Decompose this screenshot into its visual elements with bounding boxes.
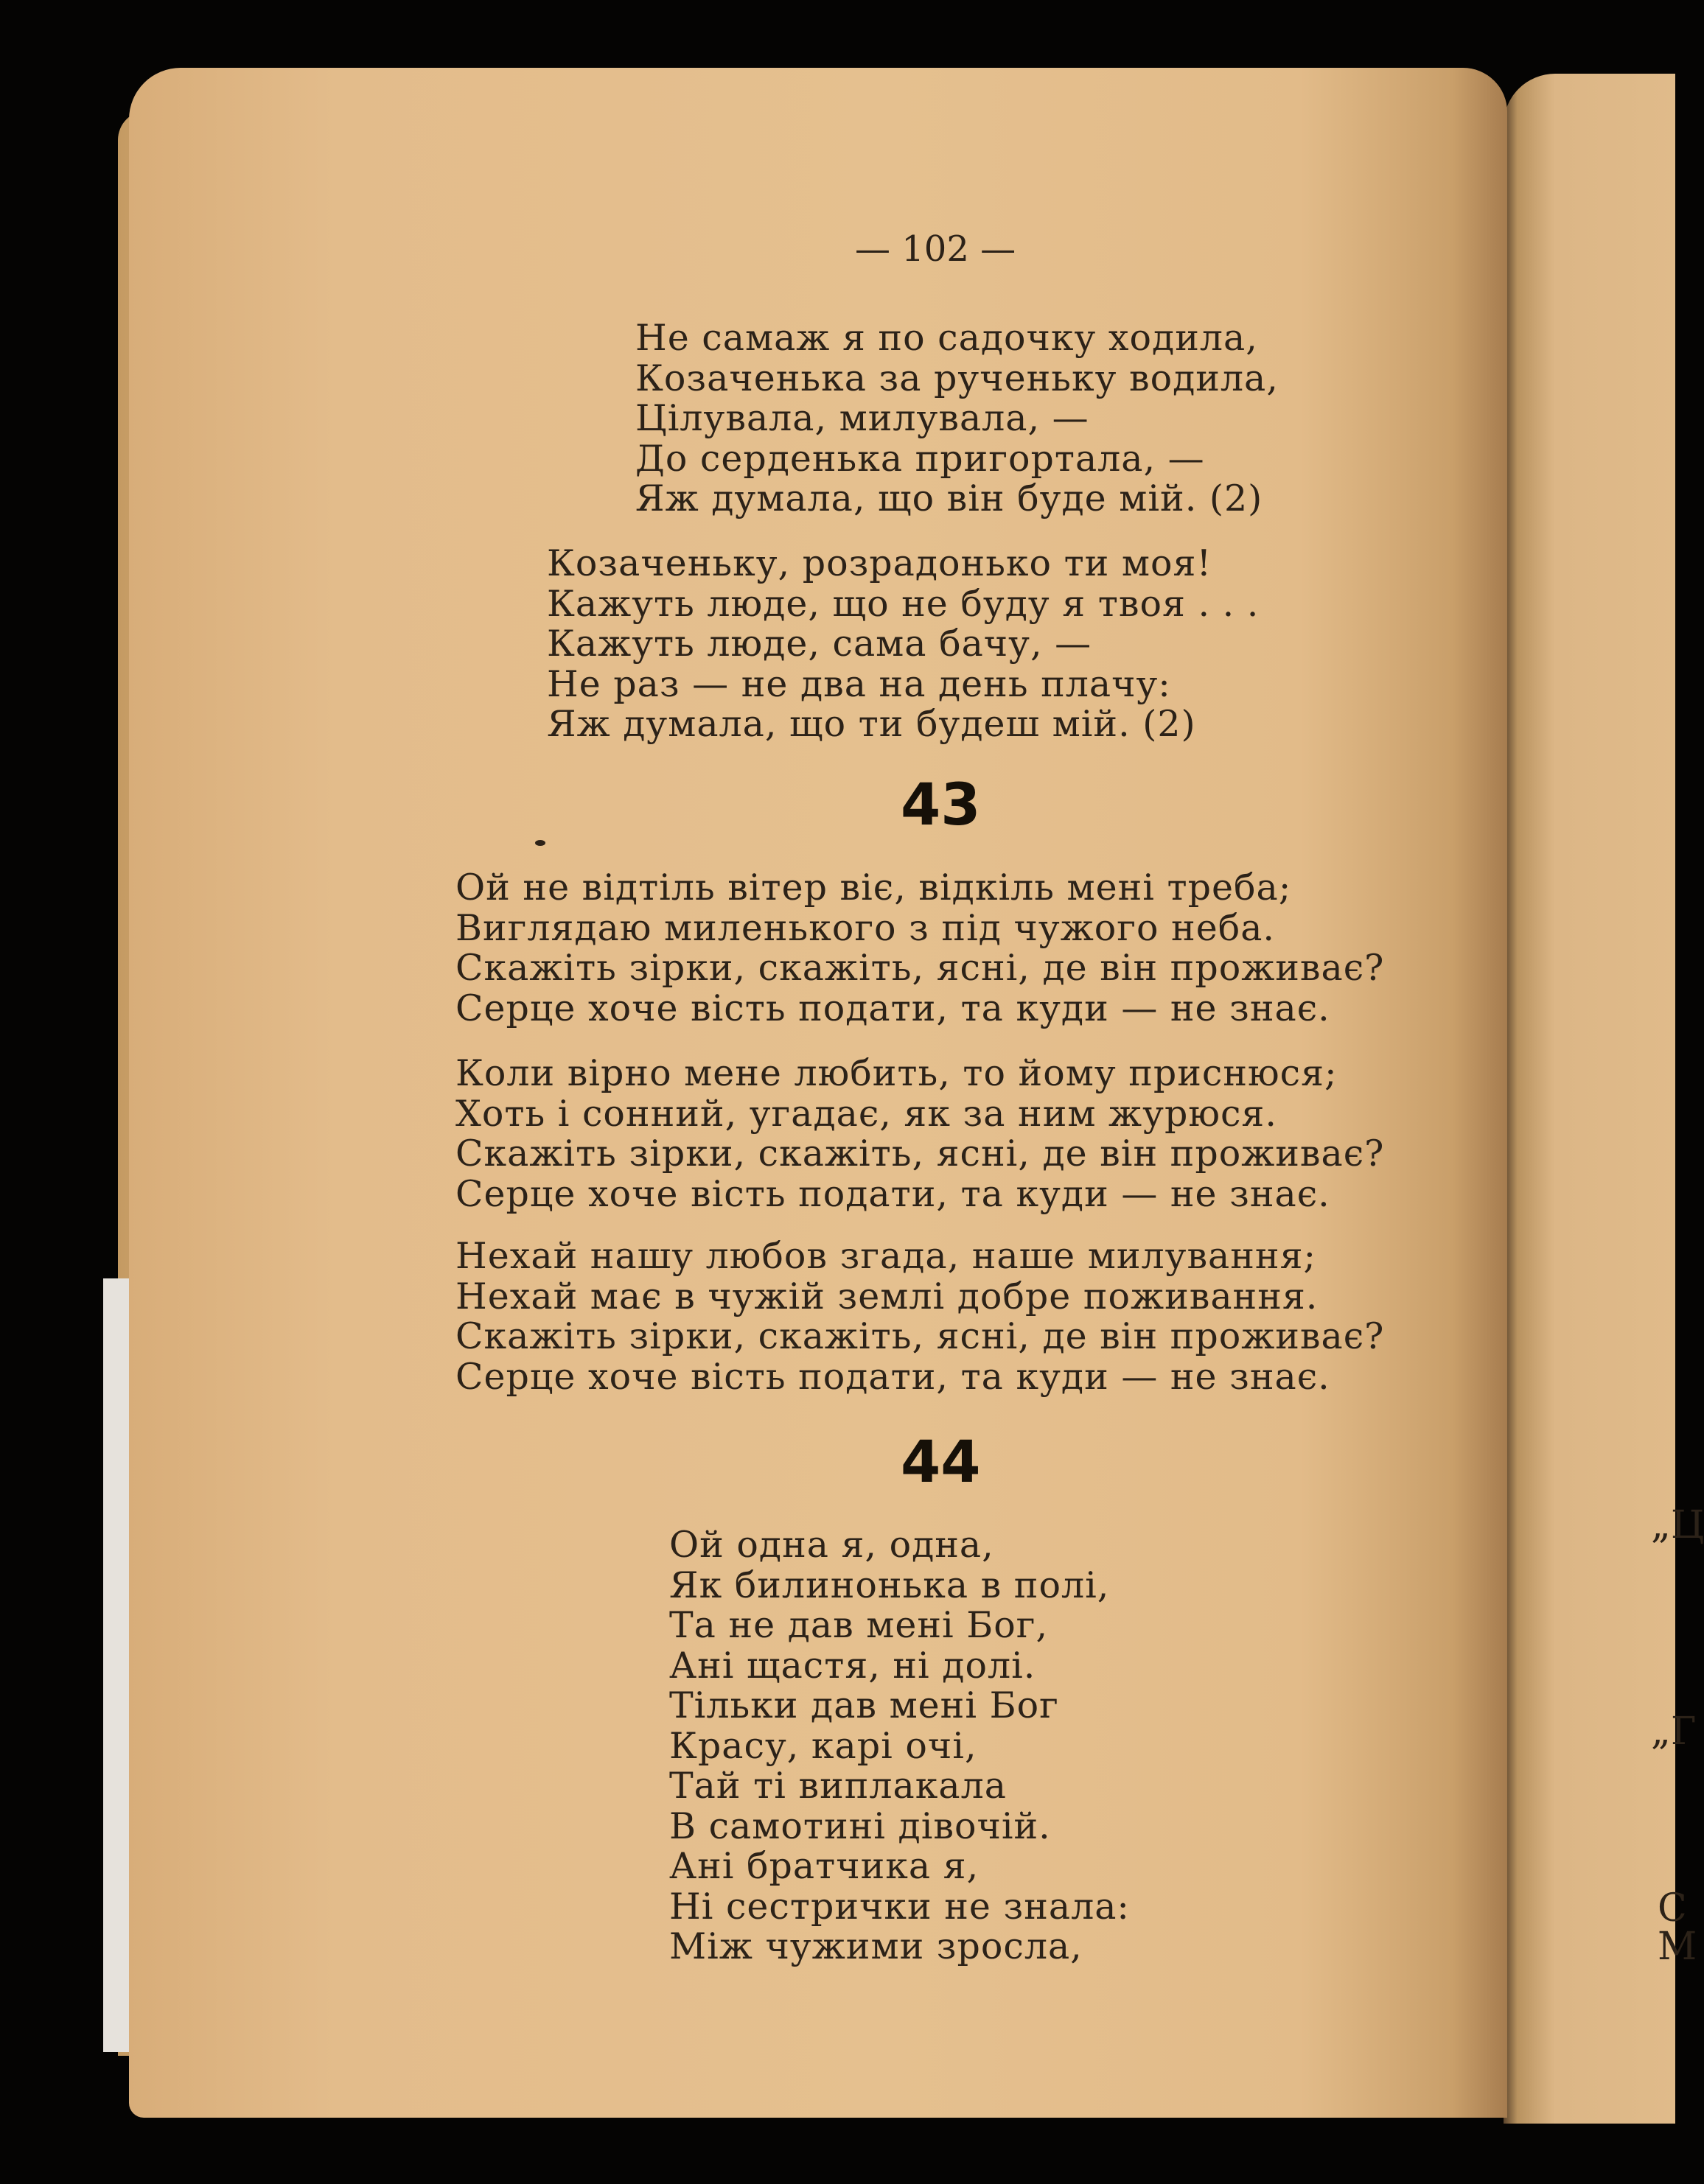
facing-page-fragment: М <box>1658 1925 1697 1969</box>
verse-line: Цілувала, милувала, — <box>635 397 1089 439</box>
verse-line: Як билинонька в полі, <box>669 1564 1110 1606</box>
verse-line: Не раз — не два на день плачу: <box>547 662 1171 705</box>
verse-line: Не самаж я по садочку ходила, <box>635 317 1258 359</box>
verse-line: Між чужими зросла, <box>669 1925 1083 1967</box>
verse-line: Нехай має в чужій землі добре поживання. <box>455 1275 1319 1317</box>
verse-line: Скажіть зірки, скажіть, ясні, де він проживає? <box>455 1133 1385 1175</box>
verse-line: Ані братчика я, <box>669 1845 980 1887</box>
verse-line: Скажіть зірки, скажіть, ясні, де він проживає? <box>455 947 1385 989</box>
stanza-b <box>547 544 1259 745</box>
facing-page <box>1504 74 1675 2124</box>
ink-spot <box>535 840 545 846</box>
stanza-a <box>635 318 1279 519</box>
song-44-verse <box>669 1525 1130 1967</box>
verse-line: Серце хоче вість подати, та куди — не знає. <box>455 1172 1330 1215</box>
facing-page-fragment: „Г <box>1651 1709 1697 1754</box>
verse-line: Красу, карі очі, <box>669 1724 977 1767</box>
verse-line: Козаченьку, розрадонько ти моя! <box>547 542 1212 584</box>
verse-line: Кажуть люде, сама бачу, — <box>547 623 1092 665</box>
song-43-stanza-3 <box>455 1236 1384 1397</box>
page-number: — 102 — <box>855 228 1016 270</box>
verse-line: Скажіть зірки, скажіть, ясні, де він проживає? <box>455 1315 1385 1357</box>
verse-line: Серце хоче вість подати, та куди — не знає. <box>455 987 1330 1029</box>
facing-page-fragment: „Ц <box>1651 1503 1704 1547</box>
verse-line: До серденька пригортала, — <box>635 437 1205 480</box>
verse-line: Ой одна я, одна, <box>669 1524 994 1566</box>
song-43-stanza-1 <box>455 868 1384 1029</box>
verse-line: Тільки дав мені Бог <box>669 1684 1059 1726</box>
song-number-43: 43 <box>901 772 981 839</box>
song-number-44: 44 <box>901 1429 981 1496</box>
verse-line: Яж думала, що він буде мій. (2) <box>635 477 1263 519</box>
verse-line: Та не дав мені Бог, <box>669 1604 1049 1646</box>
verse-line: Нехай нашу любов згада, наше милування; <box>455 1235 1317 1277</box>
verse-line: Козаченька за рученьку водила, <box>635 357 1279 399</box>
verse-line: Коли вірно мене любить, то йому приснюся; <box>455 1052 1338 1094</box>
verse-line: Яж думала, що ти будеш мій. (2) <box>547 703 1196 745</box>
song-43-stanza-2 <box>455 1054 1384 1214</box>
verse-line: Кажуть люде, що не буду я твоя . . . <box>547 582 1260 625</box>
verse-line: Ні сестрички не знала: <box>669 1885 1130 1928</box>
verse-line: Виглядаю миленького з під чужого неба. <box>455 906 1275 949</box>
verse-line: Ой не відтіль вітер віє, відкіль мені треба; <box>455 867 1292 909</box>
facing-page-fragment: С <box>1658 1886 1687 1931</box>
verse-line: Ані щастя, ні долі. <box>669 1644 1036 1687</box>
verse-line: Серце хоче вість подати, та куди — не знає. <box>455 1355 1330 1398</box>
verse-line: Хоть і сонний, угадає, як за ним журюся. <box>455 1092 1277 1135</box>
verse-line: Тай ті виплакала <box>669 1765 1007 1807</box>
verse-line: В самотині дівочій. <box>669 1805 1051 1847</box>
